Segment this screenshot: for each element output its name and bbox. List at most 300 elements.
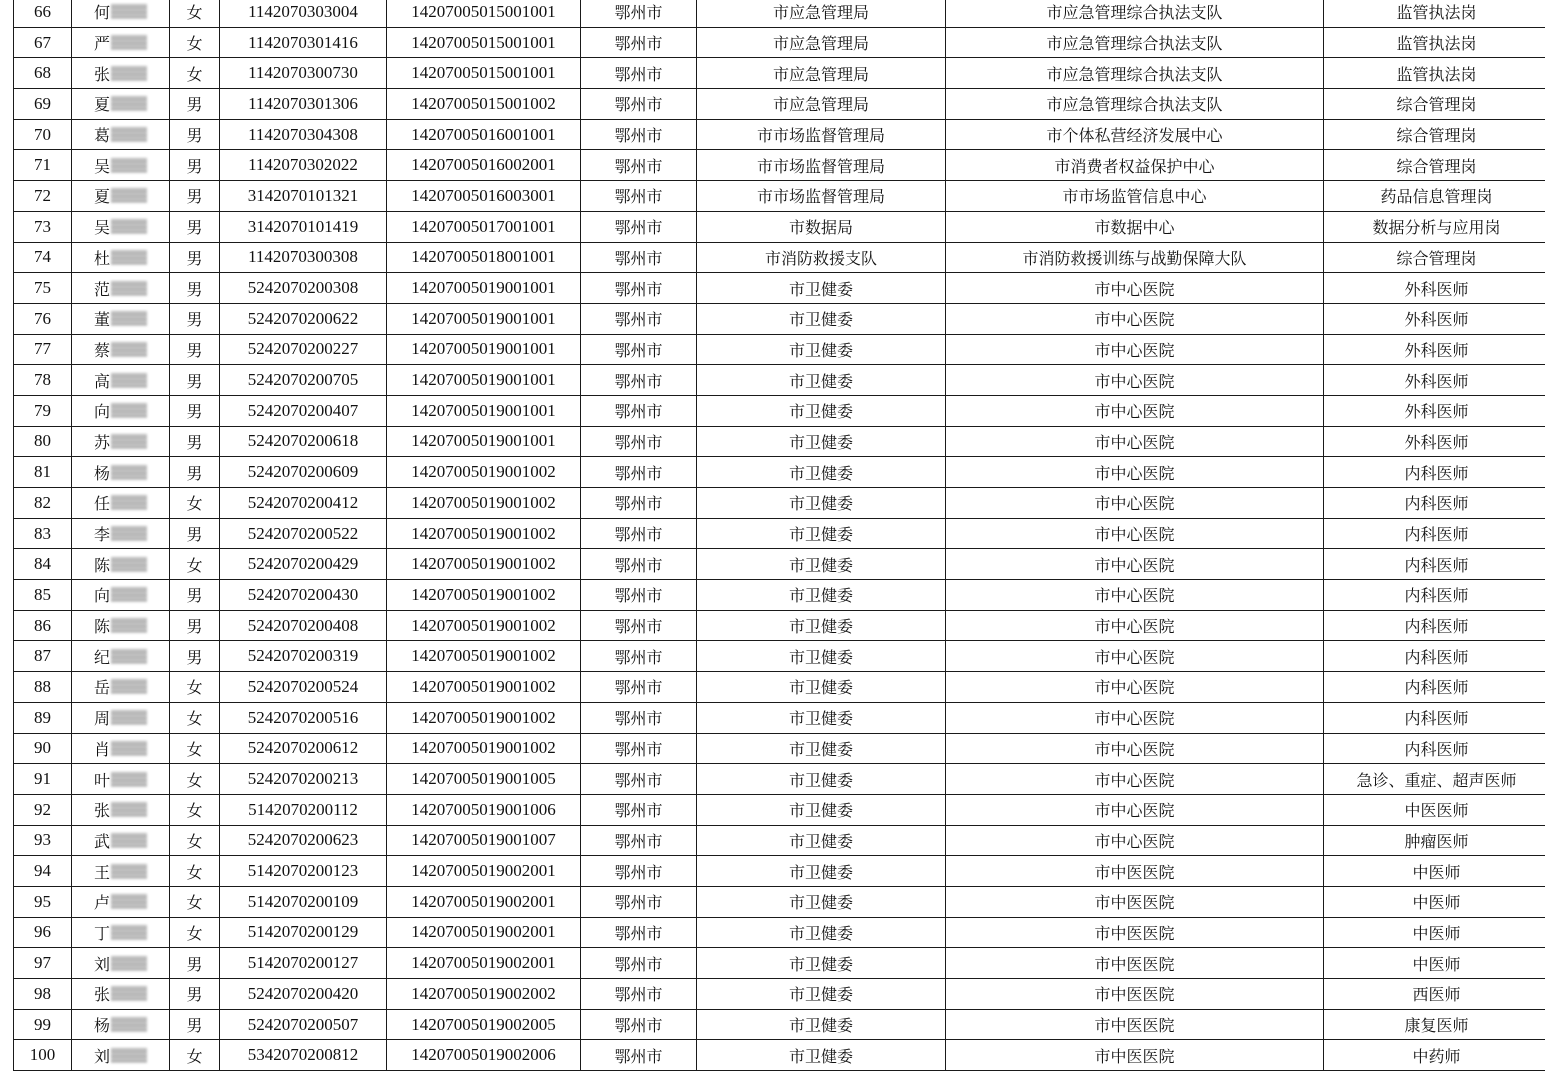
cell-name: [72, 58, 170, 89]
cell-name: [72, 89, 170, 120]
cell-name: [72, 273, 170, 304]
table-row: [14, 917, 1545, 948]
cell-name: [72, 150, 170, 181]
cell-region: 鄂州市: [581, 334, 697, 365]
name-redaction-blur: [111, 373, 147, 388]
cell-department: 市卫健委: [697, 948, 946, 979]
name-redaction-blur: [111, 127, 147, 142]
cell-region: 鄂州市: [581, 1040, 697, 1071]
cell-region: 鄂州市: [581, 457, 697, 488]
cell-region: 鄂州市: [581, 211, 697, 242]
name-redaction-blur: [111, 833, 147, 848]
cell-unit: 市中心医院: [946, 733, 1324, 764]
cell-gender: 男: [170, 395, 220, 426]
name-redaction-blur: [111, 587, 147, 602]
table-row: [14, 1040, 1545, 1071]
name-surname: 肖: [93, 739, 110, 759]
cell-post-code: 14207005019001002: [387, 641, 581, 672]
cell-exam-number: 1142070302022: [220, 150, 387, 181]
cell-number: 72: [14, 181, 72, 212]
cell-gender: 女: [170, 733, 220, 764]
name-redaction-blur: [111, 925, 147, 940]
cell-post-code: 14207005019002001: [387, 856, 581, 887]
cell-post: 监管执法岗: [1324, 58, 1545, 89]
cell-exam-number: 5242070200612: [220, 733, 387, 764]
table-row: [14, 1009, 1545, 1040]
cell-exam-number: 5242070200308: [220, 273, 387, 304]
cell-department: 市卫健委: [697, 979, 946, 1010]
name-surname: 杨: [93, 1016, 110, 1036]
table-row: [14, 488, 1545, 519]
table-row: [14, 334, 1545, 365]
name-surname: 董: [93, 310, 110, 330]
cell-region: 鄂州市: [581, 886, 697, 917]
cell-exam-number: 5342070200812: [220, 1040, 387, 1071]
name-surname: 叶: [93, 770, 110, 790]
cell-post: 综合管理岗: [1324, 242, 1545, 273]
cell-name: [72, 1040, 170, 1071]
table-row: [14, 702, 1545, 733]
cell-gender: 女: [170, 794, 220, 825]
cell-unit: 市中心医院: [946, 672, 1324, 703]
table-row: [14, 0, 1545, 27]
cell-unit: 市中医医院: [946, 1040, 1324, 1071]
cell-gender: 女: [170, 27, 220, 58]
cell-gender: 男: [170, 610, 220, 641]
cell-exam-number: 5242070200412: [220, 488, 387, 519]
cell-name: [72, 303, 170, 334]
cell-department: 市市场监督管理局: [697, 150, 946, 181]
cell-unit: 市数据中心: [946, 211, 1324, 242]
cell-gender: 男: [170, 273, 220, 304]
table-row: [14, 856, 1545, 887]
cell-exam-number: 3142070101419: [220, 211, 387, 242]
cell-number: 83: [14, 518, 72, 549]
name-redaction-blur: [111, 772, 147, 787]
cell-unit: 市中心医院: [946, 764, 1324, 795]
cell-gender: 女: [170, 856, 220, 887]
cell-region: 鄂州市: [581, 0, 697, 27]
cell-region: 鄂州市: [581, 1009, 697, 1040]
cell-post-code: 14207005019001002: [387, 672, 581, 703]
cell-exam-number: 1142070304308: [220, 119, 387, 150]
name-redaction-blur: [111, 188, 147, 203]
cell-exam-number: 5242070200622: [220, 303, 387, 334]
cell-post: 中医师: [1324, 886, 1545, 917]
name-surname: 高: [93, 371, 110, 391]
cell-post: 内科医师: [1324, 610, 1545, 641]
cell-region: 鄂州市: [581, 395, 697, 426]
cell-region: 鄂州市: [581, 89, 697, 120]
cell-unit: 市个体私营经济发展中心: [946, 119, 1324, 150]
cell-gender: 男: [170, 303, 220, 334]
cell-unit: 市中心医院: [946, 426, 1324, 457]
cell-post-code: 14207005019001005: [387, 764, 581, 795]
cell-name: [72, 825, 170, 856]
name-redaction-blur: [111, 557, 147, 572]
name-redaction-blur: [111, 66, 147, 81]
name-surname: 杨: [93, 463, 110, 483]
name-surname: 严: [93, 34, 110, 54]
cell-department: 市卫健委: [697, 518, 946, 549]
name-surname: 苏: [93, 432, 110, 452]
cell-gender: 男: [170, 426, 220, 457]
name-redaction-blur: [111, 495, 147, 510]
cell-name: [72, 334, 170, 365]
cell-region: 鄂州市: [581, 794, 697, 825]
cell-region: 鄂州市: [581, 733, 697, 764]
cell-post-code: 14207005016001001: [387, 119, 581, 150]
cell-unit: 市中医医院: [946, 917, 1324, 948]
cell-region: 鄂州市: [581, 58, 697, 89]
cell-region: 鄂州市: [581, 518, 697, 549]
name-surname: 刘: [93, 954, 110, 974]
name-redaction-blur: [111, 35, 147, 50]
cell-exam-number: 5142070200129: [220, 917, 387, 948]
name-surname: 杜: [93, 248, 110, 268]
name-surname: 向: [93, 586, 110, 606]
table-row: [14, 794, 1545, 825]
name-surname: 向: [93, 402, 110, 422]
cell-unit: 市中心医院: [946, 580, 1324, 611]
candidate-table: [13, 0, 1545, 1071]
table-row: [14, 211, 1545, 242]
cell-number: 67: [14, 27, 72, 58]
cell-department: 市应急管理局: [697, 89, 946, 120]
cell-exam-number: 5142070200112: [220, 794, 387, 825]
name-surname: 王: [93, 862, 110, 882]
cell-number: 98: [14, 979, 72, 1010]
cell-gender: 男: [170, 181, 220, 212]
table-row: [14, 549, 1545, 580]
cell-post: 监管执法岗: [1324, 27, 1545, 58]
cell-gender: 男: [170, 1009, 220, 1040]
name-surname: 纪: [93, 647, 110, 667]
cell-unit: 市应急管理综合执法支队: [946, 27, 1324, 58]
name-redaction-blur: [111, 4, 147, 19]
cell-exam-number: 5242070200430: [220, 580, 387, 611]
cell-gender: 女: [170, 1040, 220, 1071]
cell-region: 鄂州市: [581, 610, 697, 641]
cell-post-code: 14207005019001007: [387, 825, 581, 856]
cell-post-code: 14207005019002001: [387, 948, 581, 979]
table-row: [14, 672, 1545, 703]
cell-department: 市卫健委: [697, 764, 946, 795]
cell-department: 市卫健委: [697, 672, 946, 703]
cell-name: [72, 365, 170, 396]
name-surname: 任: [93, 494, 110, 514]
name-surname: 夏: [93, 187, 110, 207]
cell-exam-number: 5242070200227: [220, 334, 387, 365]
cell-name: [72, 764, 170, 795]
table-row: [14, 610, 1545, 641]
cell-department: 市卫健委: [697, 365, 946, 396]
name-surname: 葛: [93, 126, 110, 146]
cell-unit: 市中心医院: [946, 549, 1324, 580]
cell-number: 71: [14, 150, 72, 181]
cell-number: 79: [14, 395, 72, 426]
cell-unit: 市中心医院: [946, 457, 1324, 488]
name-surname: 张: [93, 985, 110, 1005]
cell-number: 84: [14, 549, 72, 580]
cell-unit: 市市场监管信息中心: [946, 181, 1324, 212]
cell-post: 内科医师: [1324, 518, 1545, 549]
cell-gender: 男: [170, 641, 220, 672]
cell-number: 85: [14, 580, 72, 611]
name-surname: 丁: [93, 923, 110, 943]
cell-gender: 女: [170, 764, 220, 795]
cell-number: 87: [14, 641, 72, 672]
cell-post: 监管执法岗: [1324, 0, 1545, 27]
name-surname: 陈: [93, 617, 110, 637]
table-row: [14, 825, 1545, 856]
cell-name: [72, 0, 170, 27]
cell-post-code: 14207005019001001: [387, 395, 581, 426]
cell-post-code: 14207005019001002: [387, 488, 581, 519]
cell-number: 78: [14, 365, 72, 396]
cell-name: [72, 948, 170, 979]
cell-gender: 男: [170, 211, 220, 242]
cell-name: [72, 702, 170, 733]
cell-unit: 市中心医院: [946, 273, 1324, 304]
name-surname: 蔡: [93, 340, 110, 360]
cell-post-code: 14207005019002005: [387, 1009, 581, 1040]
cell-department: 市卫健委: [697, 610, 946, 641]
cell-unit: 市消防救援训练与战勤保障大队: [946, 242, 1324, 273]
cell-unit: 市消费者权益保护中心: [946, 150, 1324, 181]
name-surname: 范: [93, 279, 110, 299]
cell-post-code: 14207005019001002: [387, 610, 581, 641]
cell-department: 市卫健委: [697, 856, 946, 887]
table-row: [14, 641, 1545, 672]
cell-post: 西医师: [1324, 979, 1545, 1010]
cell-post-code: 14207005017001001: [387, 211, 581, 242]
cell-post-code: 14207005018001001: [387, 242, 581, 273]
cell-unit: 市中医医院: [946, 856, 1324, 887]
cell-post-code: 14207005019001002: [387, 733, 581, 764]
name-surname: 李: [93, 525, 110, 545]
table-row: [14, 426, 1545, 457]
cell-post-code: 14207005019001001: [387, 426, 581, 457]
cell-department: 市卫健委: [697, 1009, 946, 1040]
cell-unit: 市中医医院: [946, 979, 1324, 1010]
cell-post: 外科医师: [1324, 365, 1545, 396]
cell-name: [72, 610, 170, 641]
cell-post: 内科医师: [1324, 488, 1545, 519]
table-row: [14, 273, 1545, 304]
cell-exam-number: 3142070101321: [220, 181, 387, 212]
cell-post: 中医医师: [1324, 794, 1545, 825]
name-redaction-blur: [111, 465, 147, 480]
cell-gender: 男: [170, 150, 220, 181]
cell-post-code: 14207005015001001: [387, 58, 581, 89]
cell-department: 市卫健委: [697, 395, 946, 426]
cell-region: 鄂州市: [581, 150, 697, 181]
cell-name: [72, 395, 170, 426]
cell-number: 77: [14, 334, 72, 365]
cell-number: 88: [14, 672, 72, 703]
cell-region: 鄂州市: [581, 702, 697, 733]
name-surname: 周: [93, 709, 110, 729]
cell-post-code: 14207005019001002: [387, 457, 581, 488]
cell-gender: 男: [170, 979, 220, 1010]
cell-name: [72, 181, 170, 212]
cell-exam-number: 5142070200109: [220, 886, 387, 917]
cell-post: 内科医师: [1324, 702, 1545, 733]
cell-post-code: 14207005019001002: [387, 549, 581, 580]
cell-department: 市市场监督管理局: [697, 119, 946, 150]
cell-number: 70: [14, 119, 72, 150]
cell-unit: 市应急管理综合执法支队: [946, 0, 1324, 27]
name-redaction-blur: [111, 741, 147, 756]
cell-post-code: 14207005019001002: [387, 518, 581, 549]
cell-exam-number: 5142070200123: [220, 856, 387, 887]
cell-post: 急诊、重症、超声医师: [1324, 764, 1545, 795]
name-redaction-blur: [111, 986, 147, 1001]
cell-unit: 市中医医院: [946, 948, 1324, 979]
cell-department: 市卫健委: [697, 641, 946, 672]
name-surname: 张: [93, 64, 110, 84]
cell-post: 综合管理岗: [1324, 119, 1545, 150]
table-row: [14, 457, 1545, 488]
cell-department: 市卫健委: [697, 303, 946, 334]
cell-post: 内科医师: [1324, 549, 1545, 580]
cell-gender: 女: [170, 672, 220, 703]
table-row: [14, 150, 1545, 181]
name-surname: 陈: [93, 555, 110, 575]
cell-gender: 男: [170, 518, 220, 549]
cell-post: 中医师: [1324, 948, 1545, 979]
table-row: [14, 948, 1545, 979]
cell-post: 药品信息管理岗: [1324, 181, 1545, 212]
cell-name: [72, 672, 170, 703]
cell-number: 93: [14, 825, 72, 856]
cell-post: 外科医师: [1324, 334, 1545, 365]
name-surname: 卢: [93, 893, 110, 913]
cell-number: 89: [14, 702, 72, 733]
cell-unit: 市中心医院: [946, 395, 1324, 426]
cell-exam-number: 5242070200319: [220, 641, 387, 672]
cell-name: [72, 856, 170, 887]
cell-exam-number: 1142070300730: [220, 58, 387, 89]
cell-post-code: 14207005019001001: [387, 303, 581, 334]
cell-post-code: 14207005015001001: [387, 0, 581, 27]
cell-name: [72, 211, 170, 242]
cell-gender: 男: [170, 365, 220, 396]
cell-department: 市卫健委: [697, 886, 946, 917]
cell-number: 74: [14, 242, 72, 273]
cell-post: 中医师: [1324, 856, 1545, 887]
cell-unit: 市中心医院: [946, 303, 1324, 334]
cell-name: [72, 242, 170, 273]
cell-gender: 男: [170, 457, 220, 488]
name-redaction-blur: [111, 434, 147, 449]
name-redaction-blur: [111, 281, 147, 296]
cell-exam-number: 5242070200429: [220, 549, 387, 580]
name-redaction-blur: [111, 894, 147, 909]
name-redaction-blur: [111, 219, 147, 234]
cell-region: 鄂州市: [581, 426, 697, 457]
name-surname: 武: [93, 831, 110, 851]
cell-gender: 男: [170, 119, 220, 150]
cell-exam-number: 1142070303004: [220, 0, 387, 27]
name-redaction-blur: [111, 158, 147, 173]
table-row: [14, 89, 1545, 120]
cell-region: 鄂州市: [581, 979, 697, 1010]
table-row: [14, 518, 1545, 549]
cell-department: 市卫健委: [697, 488, 946, 519]
name-redaction-blur: [111, 1017, 147, 1032]
cell-exam-number: 5242070200213: [220, 764, 387, 795]
name-surname: 吴: [93, 156, 110, 176]
cell-number: 90: [14, 733, 72, 764]
cell-post-code: 14207005019001001: [387, 273, 581, 304]
cell-number: 92: [14, 794, 72, 825]
table-row: [14, 979, 1545, 1010]
table-row: [14, 395, 1545, 426]
cell-exam-number: 5242070200522: [220, 518, 387, 549]
cell-post-code: 14207005015001002: [387, 89, 581, 120]
cell-name: [72, 733, 170, 764]
cell-gender: 男: [170, 242, 220, 273]
cell-post-code: 14207005019002006: [387, 1040, 581, 1071]
cell-unit: 市中心医院: [946, 365, 1324, 396]
cell-unit: 市中心医院: [946, 794, 1324, 825]
cell-number: 80: [14, 426, 72, 457]
cell-name: [72, 426, 170, 457]
cell-region: 鄂州市: [581, 242, 697, 273]
cell-department: 市市场监督管理局: [697, 181, 946, 212]
cell-number: 94: [14, 856, 72, 887]
cell-number: 99: [14, 1009, 72, 1040]
cell-post: 内科医师: [1324, 580, 1545, 611]
name-redaction-blur: [111, 802, 147, 817]
cell-unit: 市中医医院: [946, 886, 1324, 917]
cell-post-code: 14207005015001001: [387, 27, 581, 58]
cell-name: [72, 917, 170, 948]
cell-region: 鄂州市: [581, 27, 697, 58]
cell-region: 鄂州市: [581, 764, 697, 795]
cell-post: 内科医师: [1324, 457, 1545, 488]
cell-number: 91: [14, 764, 72, 795]
cell-gender: 女: [170, 488, 220, 519]
cell-unit: 市应急管理综合执法支队: [946, 89, 1324, 120]
cell-name: [72, 794, 170, 825]
cell-number: 100: [14, 1040, 72, 1071]
name-redaction-blur: [111, 864, 147, 879]
cell-exam-number: 1142070300308: [220, 242, 387, 273]
cell-region: 鄂州市: [581, 641, 697, 672]
cell-region: 鄂州市: [581, 273, 697, 304]
name-surname: 何: [93, 3, 110, 23]
cell-exam-number: 5242070200618: [220, 426, 387, 457]
cell-post: 中药师: [1324, 1040, 1545, 1071]
cell-region: 鄂州市: [581, 672, 697, 703]
cell-post: 肿瘤医师: [1324, 825, 1545, 856]
cell-name: [72, 488, 170, 519]
cell-exam-number: 1142070301306: [220, 89, 387, 120]
cell-department: 市应急管理局: [697, 58, 946, 89]
cell-number: 66: [14, 0, 72, 27]
name-redaction-blur: [111, 526, 147, 541]
cell-post: 综合管理岗: [1324, 89, 1545, 120]
cell-region: 鄂州市: [581, 365, 697, 396]
cell-name: [72, 518, 170, 549]
cell-post-code: 14207005019001001: [387, 334, 581, 365]
cell-gender: 男: [170, 89, 220, 120]
cell-post-code: 14207005016003001: [387, 181, 581, 212]
cell-post: 康复医师: [1324, 1009, 1545, 1040]
